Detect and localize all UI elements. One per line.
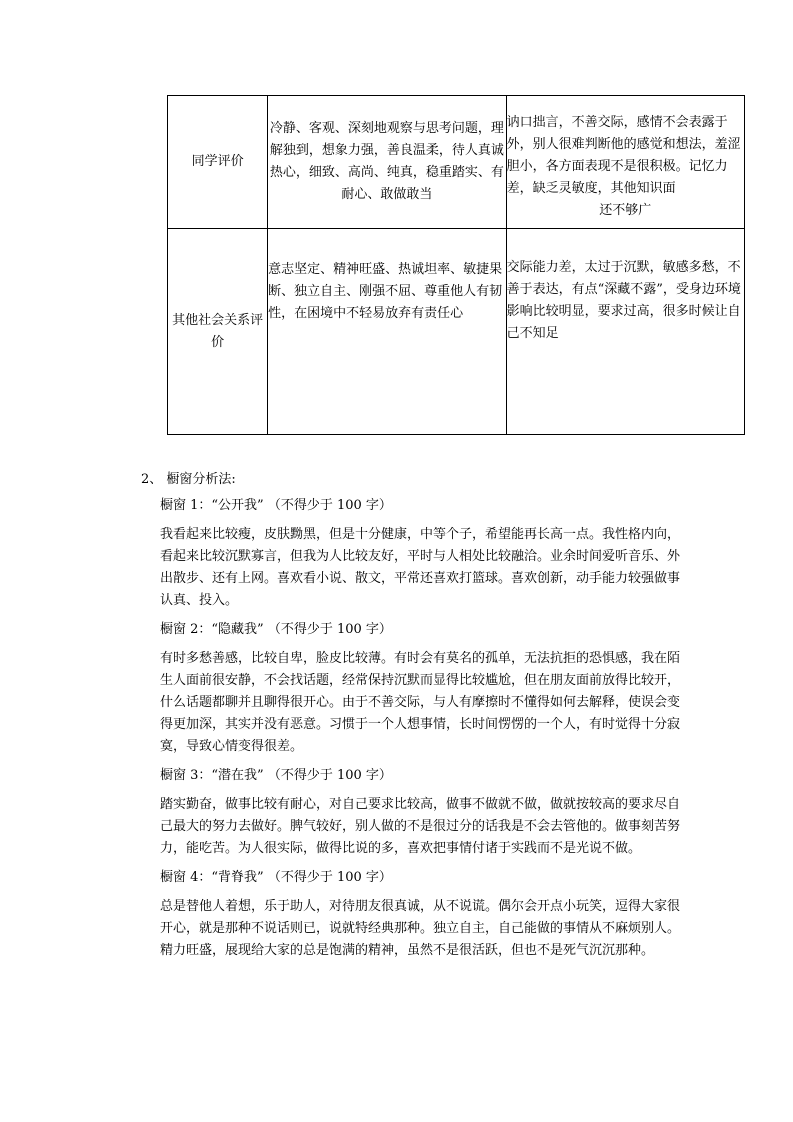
table-row [168, 229, 745, 435]
row-label-classmates: 同学评价 [168, 96, 268, 229]
window-3-title: 橱窗 3：“潜在我” （不得少于 100 字） [160, 768, 392, 783]
window-2-body: 有时多愁善感，比较自卑，脸皮比较薄。有时会有莫名的孤单，无法抗拒的恐惧感，我在陌生人面前很安静，不会找话题，经常保持沉默而显得比较尴尬，但在朋友面前放得比较开，什么话题都聊并且聊得很开心。由于不善交际，与人有摩擦时不懂得如何去解释，使误会变得更加深，其实并没有恶意。习惯于一个人想事情，长时间愣愣的一个人，有时觉得十分寂寞，导致心情变得很差。 [160, 651, 681, 754]
evaluation-table [167, 95, 745, 435]
window-1-title: 橱窗 1：“公开我” （不得少于 100 字） [160, 498, 392, 513]
window-4-body: 总是替他人着想，乐于助人，对待朋友很真诚，从不说谎。偶尔会开点小玩笑，逗得大家很开心，就是那种不说话则已，说就特经典那种。独立自主，自己能做的事情从不麻烦别人。精力旺盛，展现给大家的总是饱满的精神，虽然不是很活跃，但也不是死气沉沉那种。 [160, 899, 681, 958]
row-label-social-relations: 其他社会关系评价 [168, 229, 268, 435]
window-1-body: 我看起来比较瘦，皮肤黝黑，但是十分健康，中等个子，希望能再长高一点。我性格内向，看起来比较沉默寡言，但我为人比较友好，平时与人相处比较融洽。业余时间爱听音乐、外出散步、还有上网。喜欢看小说、散文，平常还喜欢打篮球。喜欢创新，动手能力较强做事认真、投入。 [160, 527, 681, 608]
window-3-body: 踏实勤奋，做事比较有耐心，对自己要求比较高，做事不做就不做，做就按较高的要求尽自己最大的努力去做好。脾气较好，别人做的不是很过分的话我是不会去管他的。做事刻苦努力，能吃苦。为人很实际，做得比说的多，喜欢把事情付诸于实践而不是光说不做。 [160, 797, 681, 856]
strengths-cell: 意志坚定、精神旺盛、热诚坦率、敏捷果断、独立自主、刚强不屈、尊重他人有韧性，在困境中不轻易放弃有责任心 [268, 229, 506, 435]
window-analysis-content [160, 496, 680, 970]
window-4-title: 橱窗 4：“背脊我” （不得少于 100 字） [160, 870, 392, 885]
weaknesses-cell [506, 229, 744, 435]
strengths-cell: 冷静、客观、深刻地观察与思考问题，理解独到，想象力强，善良温柔，待人真诚热心，细致、高尚、纯真，稳重踏实、有耐心、敢做敢当 [268, 96, 506, 229]
weaknesses-text-tail: 还不够广 [599, 203, 652, 218]
weaknesses-cell [506, 96, 744, 229]
section-heading: 2、 橱窗分析法: [141, 472, 236, 487]
weaknesses-text: 讷口拙言，不善交际，感情不会表露于外，别人很难判断他的感觉和想法，羞涩胆小，各方面表现不是很积极。记忆力差，缺乏灵敏度，其他知识面 [506, 115, 741, 196]
window-2-title: 橱窗 2：“隐藏我” （不得少于 100 字） [160, 622, 392, 637]
weaknesses-text: 交际能力差，太过于沉默，敏感多愁，不善于表达，有点“深藏不露”，受身边环境影响比较明显，要求过高，很多时候让自己不知足 [506, 260, 741, 341]
table-row [168, 96, 745, 229]
